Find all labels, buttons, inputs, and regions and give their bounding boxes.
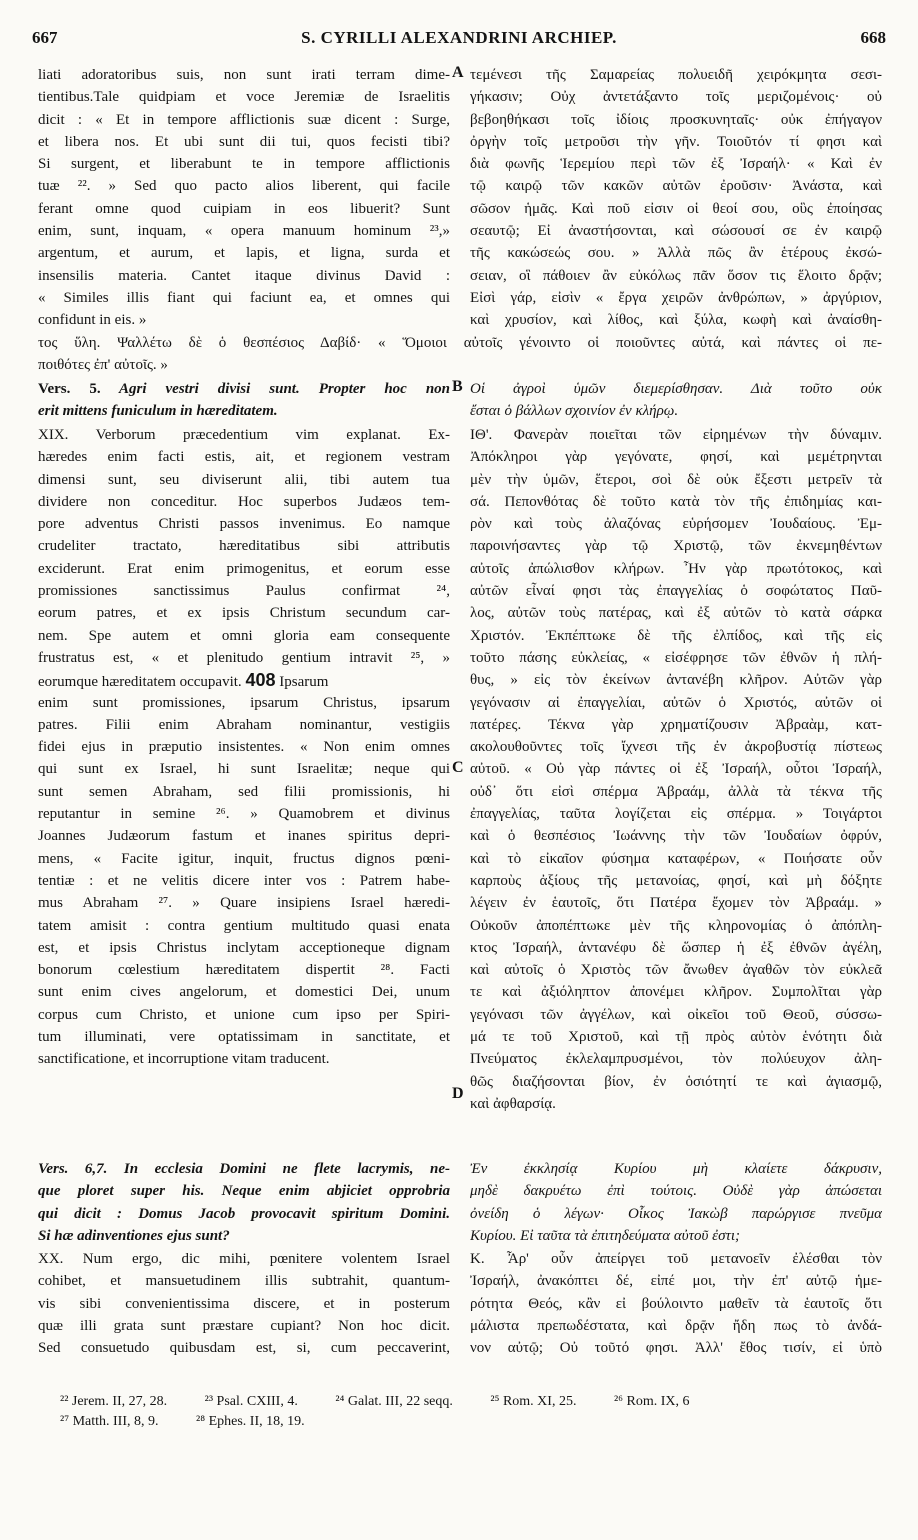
greek-line: θυς, » εἰς τὸν ἐκείνων ἀντανέβη κλῆρον. Αὐτῶν γὰρ [470,672,882,689]
latin-line: pore adventus Christi passos invenimus. Eo namque [38,516,450,533]
footnote-row [60,1412,890,1432]
margin-letter-d: D [452,1085,464,1102]
greek-vers67 [470,1158,882,1247]
greek-line: λέγειν ἐν ἑαυτοῖς, ὅτι Πατέρα ἔχομεν τὸν Ἀβραάμ. » [470,895,882,912]
greek-line: βεβοηθήκασι τοῖς ἰδίοις προσκυνηταῖς· οὐκ ἐπήγαγον [470,111,882,128]
verse-label: Vers. 5. [38,381,101,397]
latin-line: tatem amisit : contra gentium multitudo quasi enata [38,917,450,934]
latin-line: Si surgent, et liberabunt te in tempore afflictionis [38,156,450,173]
latin-line: patres. Filii enim Abraham nominantur, vestigiis [38,716,450,733]
latin-line: mus Abraham ²⁷. » Quare insipiens Israel hæredi- [38,895,450,912]
greek-line: καὶ ὁ θεσπέσιος Ἰωάννης τὴν τῶν Ἰουδαίων ὀφρύν, [470,828,882,845]
latin-line: liati adoratoribus suis, non sunt irati terram dime- [38,67,450,83]
greek-line: αὐτοῖς ἀπώλισθον κλήρων. Ἦν γὰρ πρωτότοκος, καὶ [470,560,882,577]
footnote: ²³ Psal. CXIII, 4. [204,1394,298,1409]
latin-line: confidunt in eis. » [38,312,147,329]
verse-text: Vers. 6,7. In ecclesia Domini ne flete lacrymis, ne- [38,1161,450,1177]
greek-verse-line: ὀνείδη ὁ λέγων· Οἶκος Ἰακὼβ παρώργισε πνεῦμα [470,1205,882,1222]
latin-line: crudeliter tractato, hæreditatibus sibi attributis [38,538,450,555]
footnote: ²⁴ Galat. III, 22 seqq. [335,1394,453,1409]
greek-verse-line: μηδὲ δακρυέτω ἐπὶ τούτοις. Οὐδὲ γὰρ ἀπώσεται [470,1183,882,1200]
page-number-left: 667 [32,28,58,47]
latin-line: insensilis materia. Cantet itaque divinus David : [38,267,450,284]
greek-line: Οὐκοῦν ἀποπέπτωκε μὲν τῆς κληρονομίας ὁ ἀπόπλη- [470,917,882,934]
latin-line: quæ illi grata sunt præstare cupiant? Non hoc dicit. [38,1317,450,1334]
page-header [28,28,890,54]
footnote: ²⁵ Rom. XI, 25. [490,1394,577,1409]
latin-line: hæredes enim facti estis, ait, et regionem vestram [38,449,450,466]
greek-line: τε καὶ ἀξιόληπτον ἀπονέμει κλῆρον. Συμπολῖται γὰρ [470,984,882,1001]
greek-line: αὐτῶν εἶναί φησι τὰς ἐπαγγελίας ὁ σοφώτατος Παῦ- [470,583,882,600]
footnote: ²² Jerem. II, 27, 28. [60,1394,168,1409]
greek-line: οὐδ᾽ ὅτι εἰσὶ σπέρμα Ἀβραάμ, ἀλλὰ τὰ τέκνα τῆς [470,783,882,800]
verse-text: Agri vestri divisi sunt. Propter hoc non [100,381,450,397]
latin-line: tentiæ : et ne velitis dicere inter vos : Patrem habe- [38,872,450,889]
latin-line: Sed consuetudo quibusdam est, si, cum peccaverint, [38,1340,450,1357]
latin-vers67 [38,1158,450,1247]
latin-line: et libera nos. Et ubi sunt dii tui, quos fecisti tibi? [38,133,450,150]
greek-full-line: ποιθότες ἐπ' αὐτοῖς. » [38,357,168,374]
greek-verse-line: Κυρίου. Εἰ ταῦτα τὰ ἐπιτηδεύματα αὐτοῦ ἐστι; [470,1227,740,1244]
greek-line: νον αὐτῷ; Οὐ τοῦτό φησι. Ἀλλ' ἔθος τισίν, εἰ ὑπὸ [470,1340,882,1357]
latin-line: bonorum cœlestium hæreditatem dispertit ²⁸. Facti [38,962,450,979]
greek-line: γήκασιν; Οὐχ ἀντετάξαντο τοῖς μεριζομένοις· οὐ [470,89,882,106]
greek-line: μάλιστα πρεπωδέστατα, καὶ δρᾷν ἤδη πως τὸ ἀνδά- [470,1317,882,1334]
latin-line: tuæ ²². » Sed quo pacto alios liberent, qui facile [38,178,450,195]
greek-line: παροινήσαντες γὰρ τῷ Χριστῷ, τῶν ἐκνεμηθέντων [470,538,882,555]
latin-line: tientibus.Tale quidpiam et voce Jeremiæ de Israelitis [38,89,450,106]
greek-line: ὀργὴν τοῖς μετροῦσι τὴν γῆν. Τοιοῦτόν τί φησι καὶ [470,133,882,150]
latin-vers5 [38,378,450,423]
greek-line: Εἰσὶ γάρ, εἰσὶν « ἔργα χειρῶν ἀνθρώπων, » ἀργύριον, [470,289,882,306]
margin-letter-a: A [452,64,464,81]
running-title: S. CYRILLI ALEXANDRINI ARCHIEP. [301,28,617,47]
footnotes [60,1392,890,1432]
latin-line: argentum, et aurum, et lapis, et ligna, surda et [38,245,450,262]
latin-line: dividere non conceditur. Hoc superbos Judæos tem- [38,493,450,510]
greek-line: ακολουθοῦντες τοῖς ἴχνεσι τῆς ἐν ἀκροβυστίᾳ πίστεως [470,739,882,756]
greek-line: σῶσον ἡμᾶς. Καὶ ποῦ εἰσιν οἱ θεοί σου, οὓς ἐποίησας [470,200,882,217]
latin-line: « Similes illis fiant qui faciunt ea, et omnes qui [38,289,450,306]
greek-column-block3 [470,1248,882,1359]
latin-line: vis sibi convenientissima discere, et in posterum [38,1295,450,1312]
greek-line: μά τε τοῦ Χριστοῦ, καὶ τῇ πρὸς αὐτὸν ἑνότητι διὰ [470,1029,882,1046]
verse-heading [38,378,450,400]
greek-line: τεμένεσι τῆς Σαμαρείας πολυειδῆ χειρόκμητα σεσι- [470,67,882,83]
greek-line: ἐπαγγελίας, ταῦτα λογίζεται εἰς σπέρμα. » Τοιγάρτοι [470,806,882,823]
greek-column-block1 [470,64,882,332]
greek-line: Κ. Ἆρ' οὖν ἀπείργει τοῦ μετανοεῖν ἐλέσθαι τὸν [470,1251,882,1267]
latin-line: cohibet, et mansuetudinem illis subtrahit, quantum- [38,1273,450,1290]
greek-line: Πνεύματος ἐκλελαμπρυσμένοι, τὸν πολύευχον ἀλη- [470,1051,882,1068]
footnote-row [60,1392,890,1412]
footnote: ²⁸ Ephes. II, 18, 19. [196,1414,305,1429]
latin-line: sunt semen Abraham, sed filii promissionis, hi [38,783,450,800]
greek-line: διὰ φωνῆς Ἱερεμίου περὶ τῶν ἐξ Ἰσραήλ· « Καὶ ἐν [470,156,882,173]
greek-line: ρὸν καὶ τοὺς ἀλαζόνας εὑρήσομεν Ἰουδαίους. Ἐμ- [470,516,882,533]
latin-line: exciderunt. Erat enim primogenitus, et eorum esse [38,560,450,577]
greek-line: ρότητα Θεός, κἂν εἰ βούλοιντο μαθεῖν τὰ ἑαυτοῖς ὅτι [470,1295,882,1312]
margin-letter-c: C [452,759,464,776]
greek-line: ΙΘ'. Φανερὰν ποιεῖται τῶν εἰρημένων τὴν δύναμιν. [470,427,882,443]
latin-line [38,669,450,691]
greek-line: σά. Πεπονθότας δὲ τοῦτο κατὰ τὸν τῆς ἐπιδημίας και- [470,493,882,510]
greek-line: καὶ ἀφθαρσίᾳ. [470,1095,556,1112]
latin-line: Joannes Judæorum fastum et inanes spiritus depri- [38,828,450,845]
latin-line: enim, sunt, inquam, « opera manuum hominum ²³,» [38,223,450,240]
greek-verse-line: Οἱ ἀγροὶ ὑμῶν διεμερίσθησαν. Διὰ τοῦτο οὐκ [470,381,882,397]
greek-verse-line: Ἐν ἐκκλησίᾳ Κυρίου μὴ κλαίετε δάκρυσιν, [470,1161,882,1177]
greek-column-block2 [470,424,882,1115]
latin-column-block1 [38,64,450,332]
latin-line: reputantur in semine ²⁶. » Quamobrem et divinus [38,806,450,823]
greek-line: Ἀπόκληροι γὰρ γεγόνατε, φησί, καὶ μεμέτρηνται [470,449,882,466]
latin-line: dimensi sunt, seu diviserunt alii, tibi autem tua [38,471,450,488]
greek-full-width [38,332,882,377]
greek-line: καὶ χρυσίον, καὶ λίθος, καὶ ξύλα, κωφὴ καὶ ἀναίσθη- [470,312,882,329]
latin-line: eorum patres, et ex ipsis Christum secundum car- [38,605,450,622]
latin-column-block3 [38,1248,450,1359]
greek-line: καὶ τὸ εἰκαῖον φύσημα καταφέρων, « Ποιήσατε οὖν [470,850,882,867]
latin-line: mens, « Facite igitur, inquit, fructus dignos pœni- [38,850,450,867]
greek-line: σειαν, οἳ πάθοιεν ἂν εὐκόλως πᾶν ὅσον τις ἕλοιτο δρᾷν; [470,267,882,284]
latin-line: nem. Spe autem et omni gloria eam consequente [38,627,450,644]
column-number: 408 [245,670,276,691]
greek-line: σεαυτῷ; Εἰ ἀναστήσονται, καὶ σώσουσί σε ἐν καιρῷ [470,223,882,240]
greek-line: λος, αὐτῶν τοὺς πατέρας, καὶ ἐξ αὐτῶν τὸ κατὰ σάρκα [470,605,882,622]
latin-line: qui sunt ex Israel, hi sunt Israelitæ; neque qui [38,761,450,778]
latin-line: ferant omne quod cuipiam in eos libuerit? Sunt [38,200,450,217]
latin-line: XIX. Verborum præcedentium vim explanat. Ex- [38,427,450,443]
footnote: ²⁷ Matth. III, 8, 9. [60,1414,159,1429]
latin-text: Ipsarum [279,674,329,691]
greek-line: καὶ αὐτοῖς ὁ Χριστὸς τῶν ἄνωθεν ἀγαθῶν τὸν εὐκλεᾶ [470,962,882,979]
verse-text: que ploret super his. Neque enim abjiciet opprobria [38,1183,450,1200]
greek-full-line: τος ὕλη. Ψαλλέτω δὲ ὁ θεσπέσιος Δαβίδ· « Ὅμοιοι αὐτοῖς γένοιντο οἱ ποιοῦντες αὐτά, καὶ πάντες οἱ πε- [38,335,882,351]
footnote: ²⁶ Rom. IX, 6 [613,1394,690,1409]
greek-line: αὐτοῦ. « Οὐ γὰρ πάντες οἱ ἐξ Ἰσραήλ, οὗτοι Ἰσραήλ, [470,761,882,778]
greek-line: Ἰσραήλ, ἀνακόπτει δέ, εἰπέ μοι, τὴν ἐπ' αὐτῷ ἡμε- [470,1273,882,1290]
greek-line: κτος Ἰσραήλ, ἀντανέφυ δὲ ὥσπερ ἡ ἐξ ἐθνῶν ἀγέλη, [470,939,882,956]
latin-line: corpus cum Christo, et unione cum ipso per Spiri- [38,1006,450,1023]
margin-letter-b: B [452,378,463,395]
latin-line: dicit : « Et in tempore afflictionis suæ dicent : Surge, [38,111,450,128]
latin-line: fidei ejus in præputio insistentes. « Non enim omnes [38,739,450,756]
latin-line: sanctificatione, et incorruptione vitam traducent. [38,1051,330,1068]
greek-line: γεγόνασιν αἱ ἐπαγγελίαι, αὐτῶν ὁ Χριστός, αὐτῶν οἱ [470,694,882,711]
greek-line: τοῦτο πάσης εὐκλείας, « εἰσέφρησε τῶν ἐθνῶν ἡ πλή- [470,649,882,666]
latin-line: promissiones sanctissimus Paulus confirmat ²⁴, [38,583,450,600]
page-number-right: 668 [860,28,886,47]
latin-line: tum illuminati, vere optatissimam in sanctitate, et [38,1029,450,1046]
greek-line: θῶς διαζήσονται βίον, ἐν ὁσιότητί τε καὶ ἁγιασμῷ, [470,1073,882,1090]
greek-vers5 [470,378,882,423]
greek-line: πατέρες. Τέκνα γὰρ χρηματίζουσιν Ἀβραὰμ, κατ- [470,716,882,733]
latin-line: frustratus est, « et plenitudo gentium intravit ²⁵, » [38,649,450,666]
greek-line: καρποὺς ἀξίους τῆς μετανοίας, φησί, καὶ μὴ δόξητε [470,872,882,889]
greek-line: μὲν τὴν ὑμῶν, ἕτεροι, σοὶ δὲ οὐκ ἔξεστι μετρεῖν τὰ [470,471,882,488]
greek-line: τῆς κακώσεώς σου. » Ἀλλὰ πῶς ἂν ἑτέρους ἐκσώ- [470,245,882,262]
greek-line: τῷ καιρῷ τῶν κακῶν αὐτῶν ἐροῦσιν· Ἀνάστα, καὶ [470,178,882,195]
latin-line: sunt enim cives angelorum, et domestici Dei, unum [38,984,450,1001]
greek-verse-line: ἔσται ὁ βάλλων σχοινίον ἐν κλήρῳ. [470,403,679,420]
verse-text: qui dicit : Domus Jacob provocavit spiritum Domini. [38,1205,450,1222]
greek-line: γεγόνασι τῶν ἀγγέλων, καὶ οἰκεῖοι τοῦ Θεοῦ, σύσσω- [470,1006,882,1023]
verse-text: Si hæ adinventiones ejus sunt? [38,1227,230,1244]
latin-text: eorumque hæreditatem occupavit. [38,674,242,691]
verse-text: erit mittens funiculum in hæreditatem. [38,403,278,420]
latin-line: enim sunt promissiones, ipsarum Christus, ipsarum [38,694,450,711]
latin-line: XX. Num ergo, dic mihi, pœnitere volentem Israel [38,1251,450,1267]
greek-line: Χριστόν. Ἐκπέπτωκε δὲ τῆς ἐλπίδος, καὶ τῆς εἰς [470,627,882,644]
latin-column-block2 [38,424,450,1071]
latin-line: est, et ipsis Christus inclytam acceptioneque dignam [38,939,450,956]
